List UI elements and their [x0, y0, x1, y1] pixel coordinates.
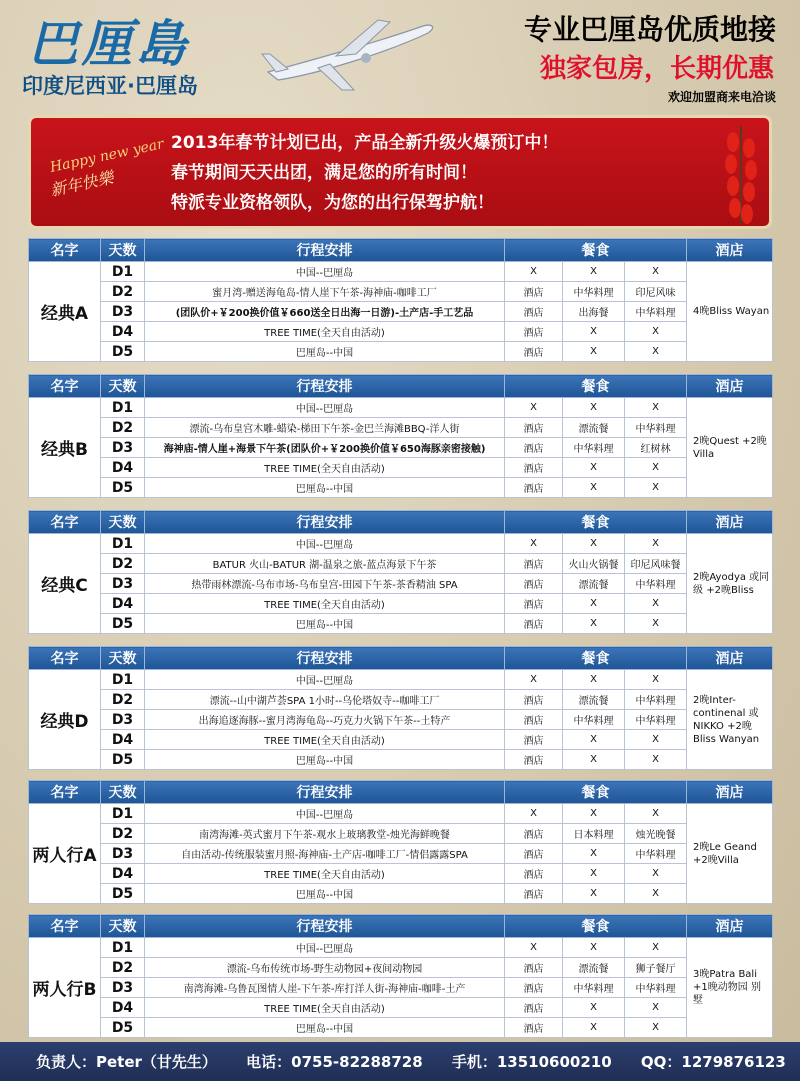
meal-breakfast: 酒店: [505, 710, 563, 730]
package-table: [28, 238, 773, 362]
day-cell: D2: [101, 418, 145, 438]
meal-lunch: X: [563, 262, 625, 282]
meal-breakfast: 酒店: [505, 302, 563, 322]
meal-dinner: X: [625, 938, 687, 958]
itinerary-cell: TREE TIME(全天自由活动): [145, 864, 505, 884]
meal-lunch: X: [563, 864, 625, 884]
table-row: [29, 398, 773, 418]
meal-lunch: X: [563, 844, 625, 864]
day-cell: D2: [101, 690, 145, 710]
meal-dinner: X: [625, 614, 687, 634]
table-row: [29, 342, 773, 362]
meal-lunch: X: [563, 594, 625, 614]
header-title: 专业巴厘岛优质地接: [523, 13, 776, 46]
itinerary-cell: 漂流-乌布传统市场-野生动物园+夜间动物园: [145, 958, 505, 978]
contact-phone: 电话：0755-82288728: [246, 1053, 423, 1071]
col-meals: 餐食: [505, 915, 687, 938]
meal-lunch: 漂流餐: [563, 418, 625, 438]
itinerary-cell: 巴厘岛--中国: [145, 884, 505, 904]
meal-dinner: X: [625, 750, 687, 770]
meal-breakfast: 酒店: [505, 554, 563, 574]
meal-breakfast: 酒店: [505, 438, 563, 458]
table-row: [29, 322, 773, 342]
meal-lunch: X: [563, 614, 625, 634]
table-header-row: [29, 647, 773, 670]
table-row: [29, 884, 773, 904]
chili-pepper-icon: [719, 124, 763, 228]
meal-breakfast: 酒店: [505, 614, 563, 634]
day-cell: D2: [101, 824, 145, 844]
meal-breakfast: 酒店: [505, 864, 563, 884]
logo-subtitle: 印度尼西亚·巴厘岛: [22, 74, 198, 98]
table-row: [29, 458, 773, 478]
meal-breakfast: X: [505, 670, 563, 690]
table-row: [29, 554, 773, 574]
meal-dinner: X: [625, 534, 687, 554]
day-cell: D4: [101, 594, 145, 614]
table-row: [29, 750, 773, 770]
hotel-cell: 2晚Ayodya 或同级 +2晚Bliss: [687, 534, 773, 634]
table-row: [29, 958, 773, 978]
meal-dinner: X: [625, 670, 687, 690]
day-cell: D3: [101, 978, 145, 998]
itinerary-cell: TREE TIME(全天自由活动): [145, 458, 505, 478]
col-name: 名字: [29, 915, 101, 938]
footer-contact-bar: [0, 1042, 800, 1081]
col-days: 天数: [101, 915, 145, 938]
table-row: [29, 574, 773, 594]
header-subtitle: 独家包房，长期优惠: [539, 54, 774, 84]
meal-lunch: 中华料理: [563, 282, 625, 302]
meal-dinner: 中华料理: [625, 690, 687, 710]
meal-dinner: 中华料理: [625, 574, 687, 594]
meal-breakfast: X: [505, 398, 563, 418]
contact-mobile: 手机：13510600210: [451, 1053, 612, 1071]
itinerary-cell: 出海追逐海豚--蜜月湾海龟岛--巧克力火锅下午茶--土特产: [145, 710, 505, 730]
day-cell: D4: [101, 458, 145, 478]
package-table: [28, 374, 773, 498]
meal-lunch: X: [563, 938, 625, 958]
table-header-row: [29, 375, 773, 398]
day-cell: D4: [101, 322, 145, 342]
table-row: [29, 534, 773, 554]
col-itinerary: 行程安排: [145, 781, 505, 804]
day-cell: D4: [101, 998, 145, 1018]
col-name: 名字: [29, 647, 101, 670]
itinerary-cell: 中国--巴厘岛: [145, 398, 505, 418]
day-cell: D3: [101, 844, 145, 864]
itinerary-cell: 中国--巴厘岛: [145, 670, 505, 690]
meal-dinner: 狮子餐厅: [625, 958, 687, 978]
hotel-cell: 2晚Inter-continenal 或NIKKO +2晚Bliss Wanyan: [687, 670, 773, 770]
col-itinerary: 行程安排: [145, 915, 505, 938]
table-header-row: [29, 915, 773, 938]
col-hotel: 酒店: [687, 781, 773, 804]
meal-dinner: 烛光晚餐: [625, 824, 687, 844]
meal-lunch: 漂流餐: [563, 574, 625, 594]
col-name: 名字: [29, 375, 101, 398]
itinerary-cell: 中国--巴厘岛: [145, 804, 505, 824]
table-row: [29, 978, 773, 998]
meal-lunch: X: [563, 534, 625, 554]
airplane-icon: [258, 14, 438, 94]
day-cell: D1: [101, 398, 145, 418]
day-cell: D5: [101, 342, 145, 362]
package-table: [28, 780, 773, 904]
meal-lunch: X: [563, 730, 625, 750]
meal-breakfast: 酒店: [505, 418, 563, 438]
meal-dinner: 印尼风味: [625, 282, 687, 302]
table-row: [29, 710, 773, 730]
col-meals: 餐食: [505, 511, 687, 534]
itinerary-cell: 南湾海滩-英式蜜月下午茶-观水上玻璃教堂-烛光海鲜晚餐: [145, 824, 505, 844]
col-name: 名字: [29, 239, 101, 262]
new-year-emblem: [48, 136, 166, 200]
table-row: [29, 730, 773, 750]
col-name: 名字: [29, 511, 101, 534]
col-hotel: 酒店: [687, 375, 773, 398]
itinerary-cell: 南湾海滩-乌鲁瓦图情人崖-下午茶-库打洋人街-海神庙-咖啡-土产: [145, 978, 505, 998]
day-cell: D2: [101, 554, 145, 574]
itinerary-cell: 巴厘岛--中国: [145, 342, 505, 362]
meal-dinner: X: [625, 1018, 687, 1038]
contact-person: 负责人：Peter（甘先生）: [36, 1053, 217, 1071]
meal-breakfast: 酒店: [505, 844, 563, 864]
meal-breakfast: 酒店: [505, 958, 563, 978]
day-cell: D1: [101, 670, 145, 690]
meal-lunch: X: [563, 478, 625, 498]
table-row: [29, 418, 773, 438]
table-header-row: [29, 781, 773, 804]
meal-breakfast: 酒店: [505, 478, 563, 498]
promo-banner: [28, 115, 772, 229]
col-itinerary: 行程安排: [145, 375, 505, 398]
itinerary-cell: 海神庙-情人崖+海景下午茶(团队价+￥200换价值￥650海豚亲密接触): [145, 438, 505, 458]
meal-breakfast: 酒店: [505, 322, 563, 342]
meal-lunch: X: [563, 884, 625, 904]
itinerary-cell: 巴厘岛--中国: [145, 478, 505, 498]
table-row: [29, 690, 773, 710]
table-row: [29, 824, 773, 844]
day-cell: D4: [101, 730, 145, 750]
meal-dinner: X: [625, 478, 687, 498]
meal-dinner: 中华料理: [625, 978, 687, 998]
itinerary-cell: 蜜月湾-赠送海龟岛-情人崖下午茶-海神庙-咖啡工厂: [145, 282, 505, 302]
day-cell: D1: [101, 804, 145, 824]
itinerary-cell: 中国--巴厘岛: [145, 262, 505, 282]
day-cell: D2: [101, 282, 145, 302]
header: [0, 0, 800, 112]
day-cell: D5: [101, 1018, 145, 1038]
col-days: 天数: [101, 781, 145, 804]
meal-dinner: 中华料理: [625, 710, 687, 730]
meal-breakfast: 酒店: [505, 998, 563, 1018]
package-table: [28, 510, 773, 634]
col-days: 天数: [101, 647, 145, 670]
day-cell: D5: [101, 750, 145, 770]
meal-breakfast: X: [505, 534, 563, 554]
meal-lunch: X: [563, 750, 625, 770]
day-cell: D1: [101, 938, 145, 958]
meal-dinner: X: [625, 730, 687, 750]
meal-lunch: X: [563, 398, 625, 418]
itinerary-cell: 漂流--山中湖芦荟SPA 1小时--乌伦塔奴寺--咖啡工厂: [145, 690, 505, 710]
meal-dinner: X: [625, 398, 687, 418]
table-row: [29, 864, 773, 884]
package-table: [28, 914, 773, 1038]
new-year-en: Happy new year: [48, 136, 166, 176]
col-itinerary: 行程安排: [145, 239, 505, 262]
hotel-cell: 2晚Quest +2晚Villa: [687, 398, 773, 498]
col-name: 名字: [29, 781, 101, 804]
package-name: 经典D: [29, 670, 101, 770]
table-row: [29, 670, 773, 690]
meal-lunch: 中华料理: [563, 438, 625, 458]
itinerary-cell: 热带雨林漂流-乌布市场-乌布皇宫-田园下午茶-茶香精油 SPA: [145, 574, 505, 594]
day-cell: D3: [101, 302, 145, 322]
table-row: [29, 478, 773, 498]
meal-breakfast: 酒店: [505, 594, 563, 614]
logo: 巴厘島: [28, 14, 190, 73]
day-cell: D3: [101, 574, 145, 594]
meal-dinner: X: [625, 594, 687, 614]
meal-breakfast: 酒店: [505, 750, 563, 770]
itinerary-cell: 中国--巴厘岛: [145, 938, 505, 958]
meal-lunch: X: [563, 1018, 625, 1038]
meal-dinner: X: [625, 342, 687, 362]
table-row: [29, 804, 773, 824]
day-cell: D3: [101, 438, 145, 458]
package-name: 经典A: [29, 262, 101, 362]
contact-qq: QQ：1279876123: [640, 1053, 786, 1071]
itinerary-cell: TREE TIME(全天自由活动): [145, 594, 505, 614]
package-name: 两人行B: [29, 938, 101, 1038]
table-row: [29, 1018, 773, 1038]
day-cell: D1: [101, 534, 145, 554]
col-days: 天数: [101, 375, 145, 398]
table-row: [29, 262, 773, 282]
table-row: [29, 302, 773, 322]
meal-lunch: 中华料理: [563, 978, 625, 998]
meal-lunch: 漂流餐: [563, 958, 625, 978]
banner-line-1: 2013年春节计划已出，产品全新升级火爆预订中！: [171, 133, 559, 153]
day-cell: D5: [101, 884, 145, 904]
meal-lunch: X: [563, 458, 625, 478]
itinerary-cell: (团队价+￥200换价值￥660送全日出海一日游)-土产店-手工艺品: [145, 302, 505, 322]
col-meals: 餐食: [505, 375, 687, 398]
col-meals: 餐食: [505, 647, 687, 670]
meal-lunch: X: [563, 670, 625, 690]
meal-breakfast: 酒店: [505, 690, 563, 710]
col-meals: 餐食: [505, 781, 687, 804]
meal-breakfast: 酒店: [505, 282, 563, 302]
meal-dinner: 印尼风味餐: [625, 554, 687, 574]
itinerary-cell: BATUR 火山-BATUR 湖-温泉之旅-蓝点海景下午茶: [145, 554, 505, 574]
banner-line-3: 特派专业资格领队，为您的出行保驾护航！: [171, 193, 494, 213]
hotel-cell: 2晚Le Geand +2晚Villa: [687, 804, 773, 904]
meal-lunch: 中华料理: [563, 710, 625, 730]
meal-lunch: X: [563, 804, 625, 824]
meal-breakfast: 酒店: [505, 884, 563, 904]
meal-lunch: 日本料理: [563, 824, 625, 844]
meal-dinner: 中华料理: [625, 844, 687, 864]
col-days: 天数: [101, 511, 145, 534]
meal-lunch: X: [563, 998, 625, 1018]
package-table: [28, 646, 773, 770]
table-row: [29, 844, 773, 864]
package-name: 两人行A: [29, 804, 101, 904]
meal-lunch: 漂流餐: [563, 690, 625, 710]
meal-dinner: 中华料理: [625, 418, 687, 438]
meal-dinner: X: [625, 322, 687, 342]
itinerary-cell: 漂流-乌布皇宫木雕-蜡染-梯田下午茶-金巴兰海滩BBQ-洋人街: [145, 418, 505, 438]
day-cell: D5: [101, 614, 145, 634]
itinerary-cell: 自由活动-传统服装蜜月照-海神庙-土产店-咖啡工厂-情侣露露SPA: [145, 844, 505, 864]
itinerary-cell: 巴厘岛--中国: [145, 750, 505, 770]
meal-breakfast: 酒店: [505, 342, 563, 362]
package-name: 经典C: [29, 534, 101, 634]
table-row: [29, 938, 773, 958]
header-note: 欢迎加盟商来电洽谈: [667, 90, 776, 104]
meal-dinner: X: [625, 804, 687, 824]
table-row: [29, 438, 773, 458]
table-row: [29, 282, 773, 302]
hotel-cell: 4晚Bliss Wayan: [687, 262, 773, 362]
package-name: 经典B: [29, 398, 101, 498]
meal-dinner: 中华料理: [625, 302, 687, 322]
meal-breakfast: 酒店: [505, 978, 563, 998]
itinerary-cell: TREE TIME(全天自由活动): [145, 998, 505, 1018]
hotel-cell: 3晚Patra Bali +1晚动物园 别墅: [687, 938, 773, 1038]
col-itinerary: 行程安排: [145, 647, 505, 670]
day-cell: D3: [101, 710, 145, 730]
table-row: [29, 614, 773, 634]
meal-lunch: 火山火锅餐: [563, 554, 625, 574]
meal-dinner: 红树林: [625, 438, 687, 458]
meal-breakfast: 酒店: [505, 458, 563, 478]
meal-breakfast: 酒店: [505, 1018, 563, 1038]
col-days: 天数: [101, 239, 145, 262]
table-header-row: [29, 511, 773, 534]
itinerary-cell: 中国--巴厘岛: [145, 534, 505, 554]
meal-breakfast: X: [505, 938, 563, 958]
day-cell: D2: [101, 958, 145, 978]
meal-dinner: X: [625, 458, 687, 478]
meal-dinner: X: [625, 262, 687, 282]
banner-line-2: 春节期间天天出团，满足您的所有时间！: [171, 163, 477, 183]
meal-breakfast: X: [505, 262, 563, 282]
itinerary-cell: 巴厘岛--中国: [145, 614, 505, 634]
meal-dinner: X: [625, 998, 687, 1018]
itinerary-cell: 巴厘岛--中国: [145, 1018, 505, 1038]
meal-breakfast: 酒店: [505, 824, 563, 844]
meal-dinner: X: [625, 864, 687, 884]
meal-lunch: X: [563, 322, 625, 342]
col-hotel: 酒店: [687, 511, 773, 534]
meal-dinner: X: [625, 884, 687, 904]
new-year-cn: 新年快樂: [48, 167, 116, 200]
itinerary-cell: TREE TIME(全天自由活动): [145, 322, 505, 342]
itinerary-cell: TREE TIME(全天自由活动): [145, 730, 505, 750]
table-header-row: [29, 239, 773, 262]
col-itinerary: 行程安排: [145, 511, 505, 534]
day-cell: D5: [101, 478, 145, 498]
meal-breakfast: X: [505, 804, 563, 824]
table-row: [29, 594, 773, 614]
table-row: [29, 998, 773, 1018]
meal-breakfast: 酒店: [505, 574, 563, 594]
meal-lunch: X: [563, 342, 625, 362]
col-hotel: 酒店: [687, 239, 773, 262]
col-hotel: 酒店: [687, 647, 773, 670]
meal-lunch: 出海餐: [563, 302, 625, 322]
day-cell: D4: [101, 864, 145, 884]
col-hotel: 酒店: [687, 915, 773, 938]
col-meals: 餐食: [505, 239, 687, 262]
day-cell: D1: [101, 262, 145, 282]
meal-breakfast: 酒店: [505, 730, 563, 750]
